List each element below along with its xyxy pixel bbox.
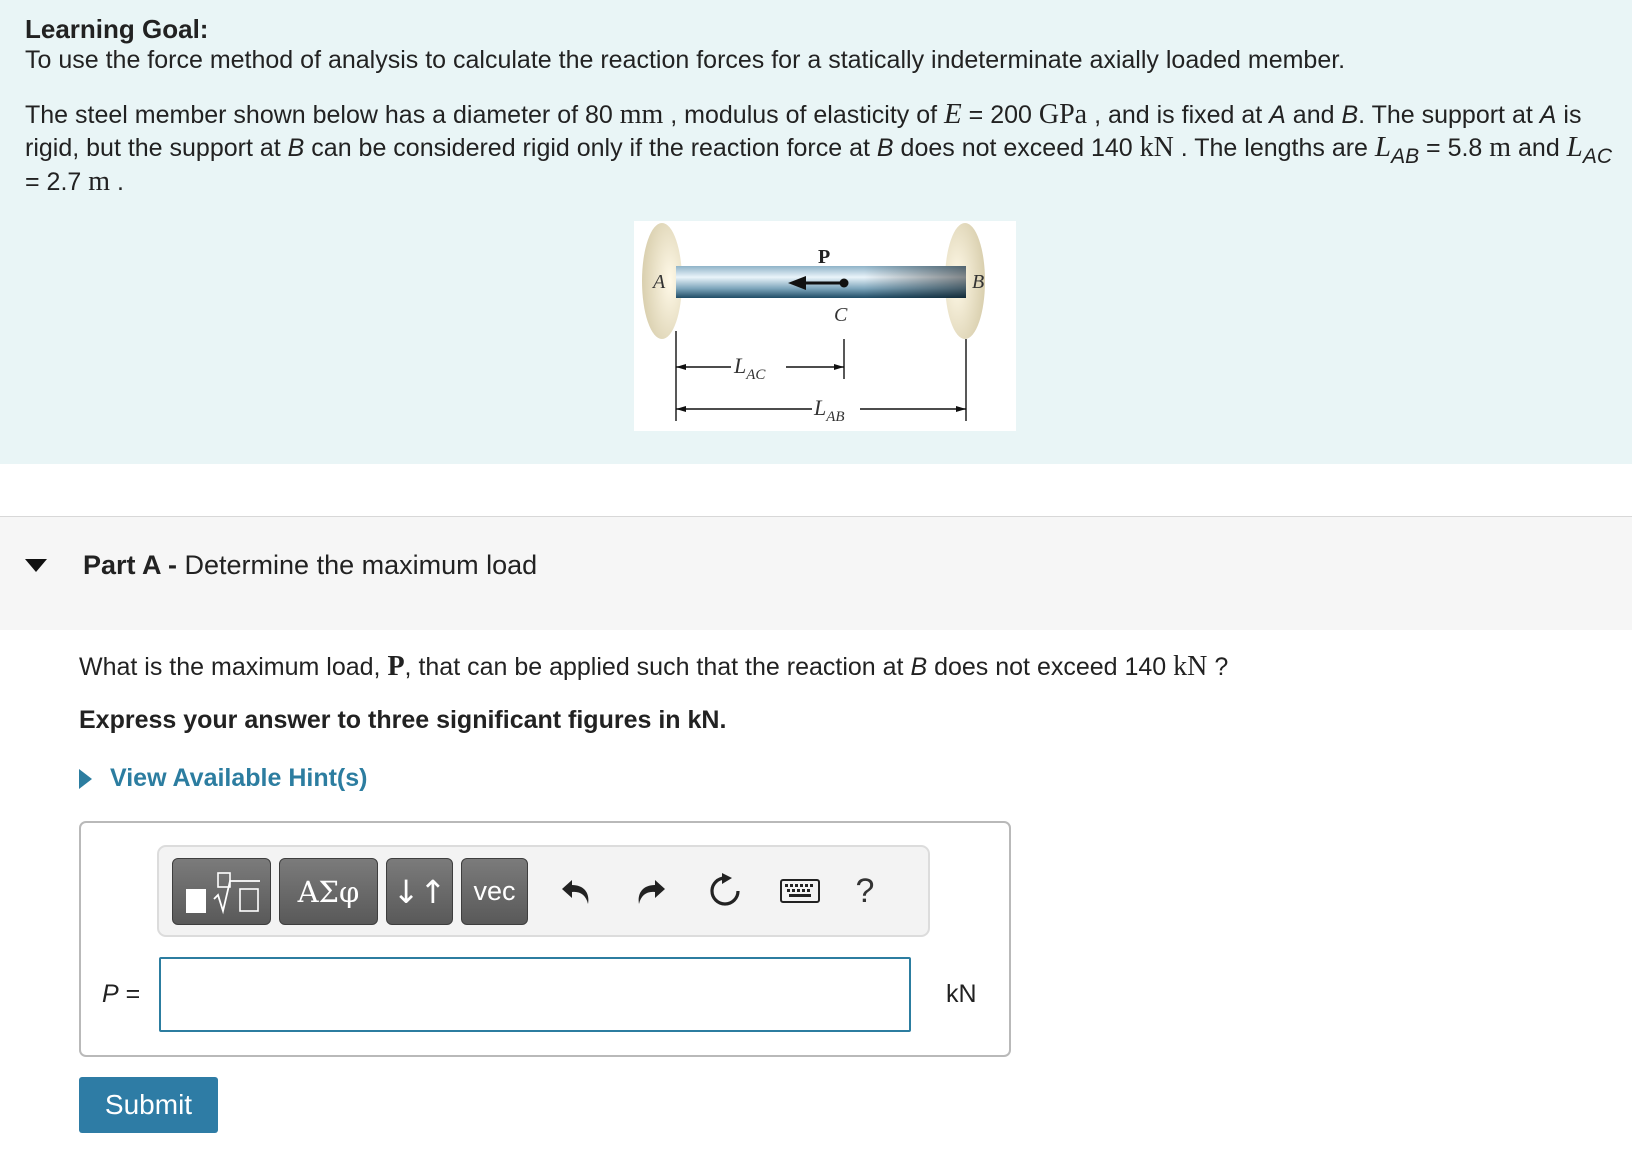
expand-caret-icon[interactable] <box>79 769 92 789</box>
reset-icon[interactable] <box>701 867 749 915</box>
label-b: B <box>972 271 985 293</box>
answer-input[interactable] <box>159 957 911 1032</box>
label-a: A <box>653 271 666 293</box>
fraction-sqrt-icon <box>180 867 264 917</box>
redo-icon[interactable] <box>626 867 674 915</box>
problem-statement: The steel member shown below has a diameter of 80 mm , modulus of elasticity of E = 200 GPa , and is fixed at A and B. The support at A is rigid, but the support at B can be considered rigid only if the reaction force at B does not exceed 140 kN . The lengths are $L_{AB} = 5.8$ m and $L_{AC} = 2.7$ m . <box>25 98 1612 197</box>
beam-diagram <box>634 221 1016 431</box>
answer-instruction: Express your answer to three significant figures in kN. <box>79 706 727 734</box>
templates-button[interactable] <box>172 858 271 925</box>
learning-goal-title: Learning Goal: <box>25 14 209 44</box>
question-text: What is the maximum load, P, that can be applied such that the reaction at B does not exceed 140 kN ? <box>79 651 1229 682</box>
point-c <box>840 279 849 288</box>
vector-button[interactable]: vec <box>461 858 528 925</box>
label-lab: $L_{AB}$ <box>814 395 845 425</box>
learning-goal-text: To use the force method of analysis to calculate the reaction forces for a statically indeterminate axially loaded member. <box>25 46 1346 74</box>
view-hints-link[interactable] <box>79 764 367 793</box>
submit-button[interactable]: Submit <box>79 1077 218 1133</box>
learning-goal-panel <box>0 0 1632 464</box>
label-lac: $L_{AC}$ <box>734 353 766 383</box>
greek-symbols-button[interactable]: ΑΣφ <box>279 858 378 925</box>
label-c: C <box>834 304 848 326</box>
collapse-toggle-icon[interactable] <box>25 559 47 572</box>
help-button[interactable]: ? <box>855 871 875 910</box>
keyboard-icon[interactable] <box>776 867 824 915</box>
answer-label: P = <box>102 980 141 1008</box>
unit-label: kN <box>946 980 977 1008</box>
arrows-button[interactable]: ↓↑ <box>386 858 453 925</box>
label-p: P <box>818 246 831 268</box>
math-toolbar <box>157 845 930 937</box>
undo-icon[interactable] <box>553 867 601 915</box>
part-a-title[interactable]: Part A - Determine the maximum load <box>83 550 538 580</box>
view-hints-label[interactable]: View Available Hint(s) <box>110 764 368 792</box>
